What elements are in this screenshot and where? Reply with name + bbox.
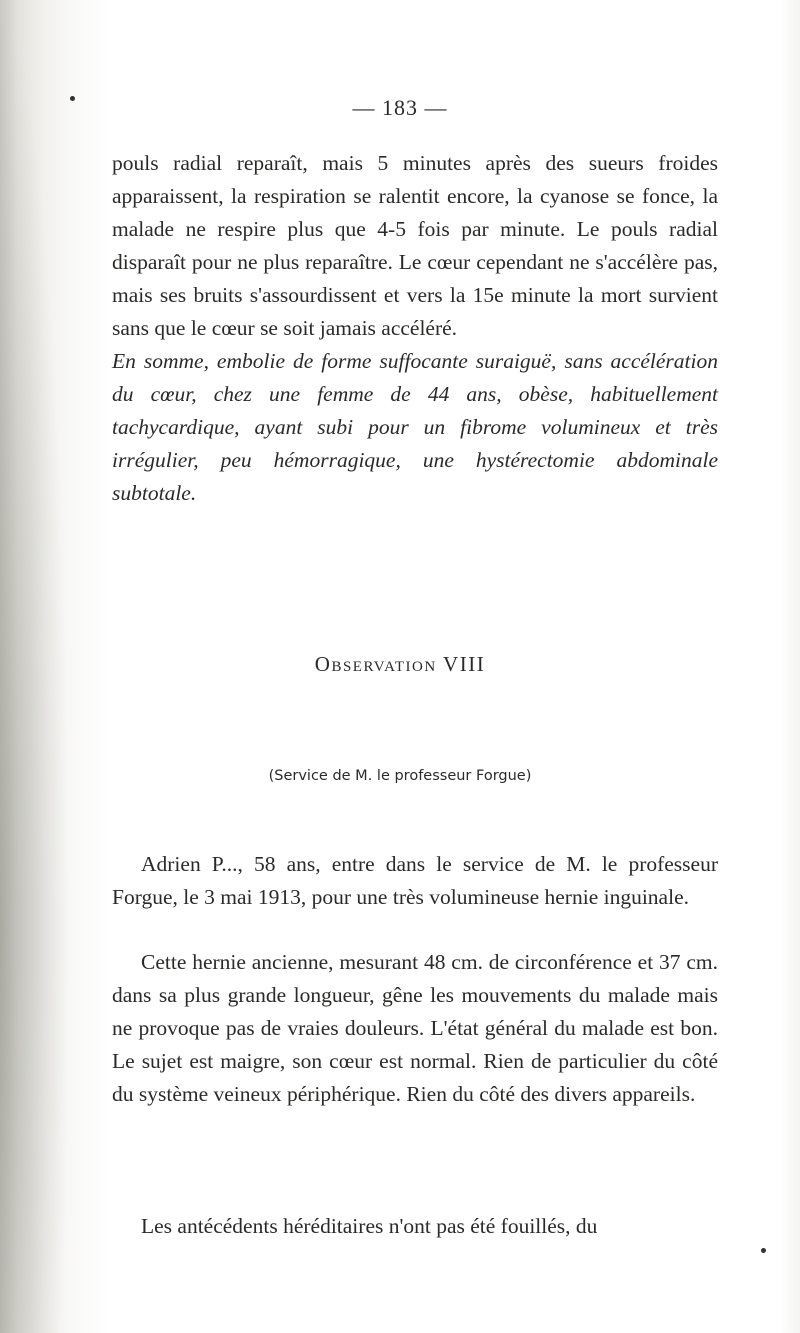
paragraph-antecedents: Les antécédents héréditaires n'ont pas été fouillés, du [141,1214,598,1238]
paragraph-continuation: pouls radial reparaît, mais 5 minutes après des sueurs froides apparaissent, la respiration se ralentit encore, la cyanose se fonce, la malade ne respire plus que 4-5 fois par minute. Le pouls radial disparaît pour ne plus reparaître. Le cœur cependant ne s'accélère pas, mais ses bruits s'assourdissent et vers la 15e minute la mort survient sans que le cœur se soit jamais accéléré. [112,151,718,340]
paragraph-patient-intro: Adrien P..., 58 ans, entre dans le service de M. le professeur Forgue, le 3 mai 1913, pour une très volumineuse hernie inguinale. [112,852,718,909]
ink-speck [70,96,75,101]
observation-heading: Observation VIII [314,652,486,676]
service-line: (Service de M. le professeur Forgue) [268,768,532,784]
page-number: — 183 — [352,95,448,120]
paragraph-hernia-description: Cette hernie ancienne, mesurant 48 cm. de circonférence et 37 cm. dans sa plus grande longueur, gêne les mouvements du malade mais ne provoque pas de vraies douleurs. L'état général du malade est bon. Le sujet est maigre, son cœur est normal. Rien de particulier du côté du système veineux périphérique. Rien du côté des divers appareils. [112,950,718,1106]
paragraph-summary-italic: En somme, embolie de forme suffocante suraiguë, sans accélération du cœur, chez une femme de 44 ans, obèse, habituellement tachycardique, ayant subi pour un fibrome volumineux et très irrégulier, peu hémorragique, une hystérectomie abdominale subtotale. [112,349,718,505]
ink-speck [761,1248,766,1253]
